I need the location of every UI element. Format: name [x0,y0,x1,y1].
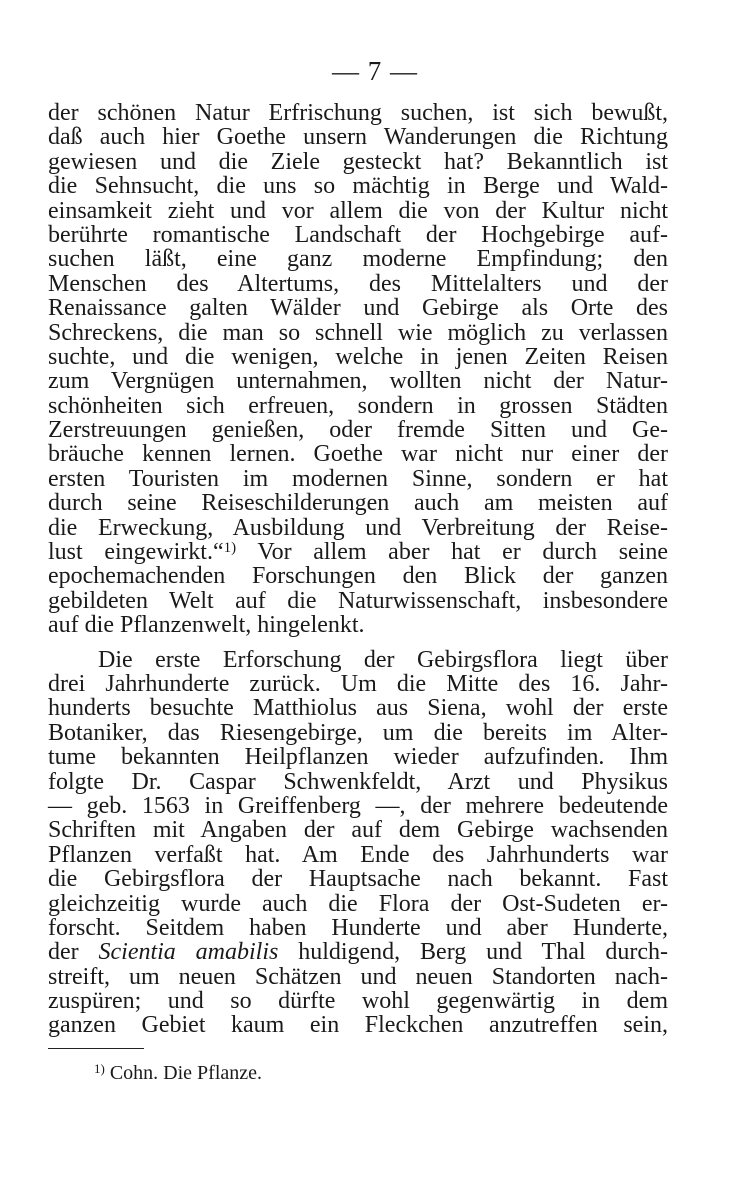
text-line: die Gebirgsflora der Hauptsache nach bekannt. Fast [48,866,668,893]
text-line: bräuche kennen lernen. Goethe war nicht nur einer der [48,441,668,468]
footnote-reference: 1) [223,540,237,557]
text-line: Zerstreuungen genießen, oder fremde Sitten und Ge- [48,417,668,444]
text-line-indented: Die erste Erforschung der Gebirgsflora liegt über [98,646,668,673]
text-fragment: Vor allem aber hat er durch seine [236,539,669,566]
text-line-with-italic [48,940,668,964]
footnote-marker: 1) [94,1061,105,1076]
text-line: tume bekannten Heilpflanzen wieder aufzufinden. Ihm [48,744,668,771]
footnote [94,1061,262,1085]
text-line: berührte romantische Landschaft der Hochgebirge auf- [48,221,668,248]
text-fragment: huldigend, Berg und Thal durch- [278,939,668,966]
text-line: Menschen des Altertums, des Mittelalters und der [48,270,668,297]
text-line: ganzen Gebiet kaum ein Fleckchen anzutreffen sein, [48,1012,668,1039]
text-line: Pflanzen verfaßt hat. Am Ende des Jahrhunderts war [48,841,668,868]
text-line: forscht. Seitdem haben Hunderte und aber Hunderte, [48,914,668,941]
text-fragment: lust eingewirkt.“ [48,539,224,566]
text-line: gebildeten Welt auf die Naturwissenschaft, insbesondere [48,587,668,614]
text-line: gewiesen und die Ziele gesteckt hat? Bekanntlich ist [48,148,668,175]
text-line: hunderts besuchte Matthiolus aus Siena, wohl der erste [48,695,668,722]
text-line: die Sehnsucht, die uns so mächtig in Berge und Wald- [48,173,668,200]
text-line: suchte, und die wenigen, welche in jenen Zeiten Reisen [48,343,668,370]
text-line: suchen läßt, eine ganz moderne Empfindung; den [48,246,668,273]
italic-phrase: Scientia amabilis [98,939,279,966]
paragraph-2 [48,648,668,1038]
text-line: Renaissance galten Wälder und Gebirge als Orte des [48,295,668,322]
text-line: Botaniker, das Riesengebirge, um die bereits im Alter- [48,719,668,746]
text-line: streift, um neuen Schätzen und neuen Standorten nach- [48,963,668,990]
page-number: — 7 — [332,56,418,86]
text-line: drei Jahrhunderte zurück. Um die Mitte des 16. Jahr- [48,670,668,697]
text-line: epochemachenden Forschungen den Blick der ganzen [48,563,668,590]
text-line: die Erweckung, Ausbildung und Verbreitung der Reise- [48,514,668,541]
text-line-last: auf die Pflanzenwelt, hingelenkt. [48,612,365,639]
body-text [48,101,668,1038]
text-line: Schreckens, die man so schnell wie möglich zu verlassen [48,319,668,346]
text-line: folgte Dr. Caspar Schwenkfeldt, Arzt und Physikus [48,768,668,795]
text-line: einsamkeit zieht und vor allem die von der Kultur nicht [48,197,668,224]
footnote-text: Cohn. Die Pflanze. [104,1062,263,1084]
text-line: ersten Touristen im modernen Sinne, sondern er hat [48,465,668,492]
text-fragment: der [48,939,99,966]
text-line: — geb. 1563 in Greiffenberg —, der mehrere bedeutende [48,792,668,819]
text-line: daß auch hier Goethe unsern Wanderungen die Richtung [48,124,668,151]
text-line: gleichzeitig wurde auch die Flora der Ost-Sudeten er- [48,890,668,917]
text-line: zuspüren; und so dürfte wohl gegenwärtig in dem [48,988,668,1015]
text-line: Schriften mit Angaben der auf dem Gebirge wachsenden [48,817,668,844]
footnote-divider [48,1048,144,1049]
text-line: durch seine Reiseschilderungen auch am meisten auf [48,490,668,517]
text-line: schönheiten sich erfreuen, sondern in grossen Städten [48,392,668,419]
text-line-with-footnote-ref [48,540,668,564]
text-line: zum Vergnügen unternahmen, wollten nicht der Natur- [48,368,668,395]
paragraph-1 [48,101,668,638]
text-line: der schönen Natur Erfrischung suchen, ist sich bewußt, [48,100,668,126]
